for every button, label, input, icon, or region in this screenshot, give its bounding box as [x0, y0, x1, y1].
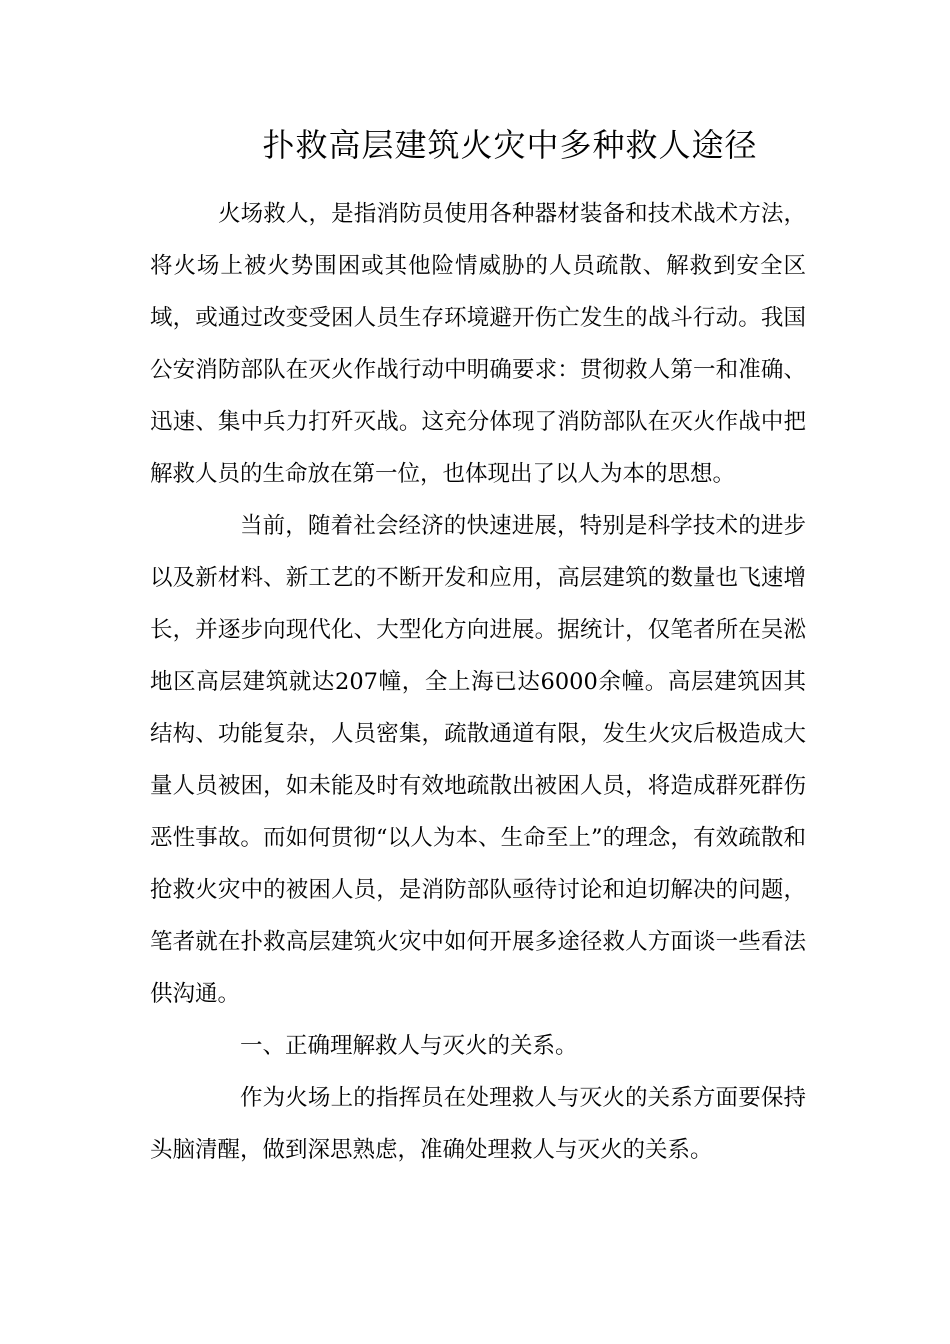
- document-title: 扑救高层建筑火灾中多种救人途径: [262, 126, 758, 164]
- paragraph-intro: 火场救人，是指消防员使用各种器材装备和技术战术方法，将火场上被火势围困或其他险情威胁的人员疏散、解救到安全区域，或通过改变受困人员生存环境避开伤亡发生的战斗行动。我国公安消防部队在灭火作战行动中明确要求：贯彻救人第一和准确、迅速、集中兵力打歼灭战。这充分体现了消防部队在灭火作战中把解救人员的生命放在第一位，也体现出了以人为本的思想。: [150, 201, 806, 487]
- paragraph-background: 当前，随着社会经济的快速进展，特别是科学技术的进步以及新材料、新工艺的不断开发和应用，高层建筑的数量也飞速增长，并逐步向现代化、大型化方向进展。据统计，仅笔者所在吴淞地区高层建筑就达207幢，全上海已达6000余幢。高层建筑因其结构、功能复杂，人员密集，疏散通道有限，发生火灾后极造成大量人员被困，如未能及时有效地疏散出被困人员，将造成群死群伤恶性事故。而如何贯彻“以人为本、生命至上”的理念，有效疏散和抢救火灾中的被困人员，是消防部队亟待讨论和迫切解决的问题，笔者就在扑救高层建筑火灾中如何开展多途径救人方面谈一些看法供沟通。: [150, 513, 806, 1007]
- paragraph-section-1: 作为火场上的指挥员在处理救人与灭火的关系方面要保持头脑清醒，做到深思熟虑，准确处理救人与灭火的关系。: [150, 1085, 806, 1163]
- document-body: [150, 188, 806, 1176]
- section-heading-1: 一、正确理解救人与灭火的关系。: [240, 1033, 578, 1059]
